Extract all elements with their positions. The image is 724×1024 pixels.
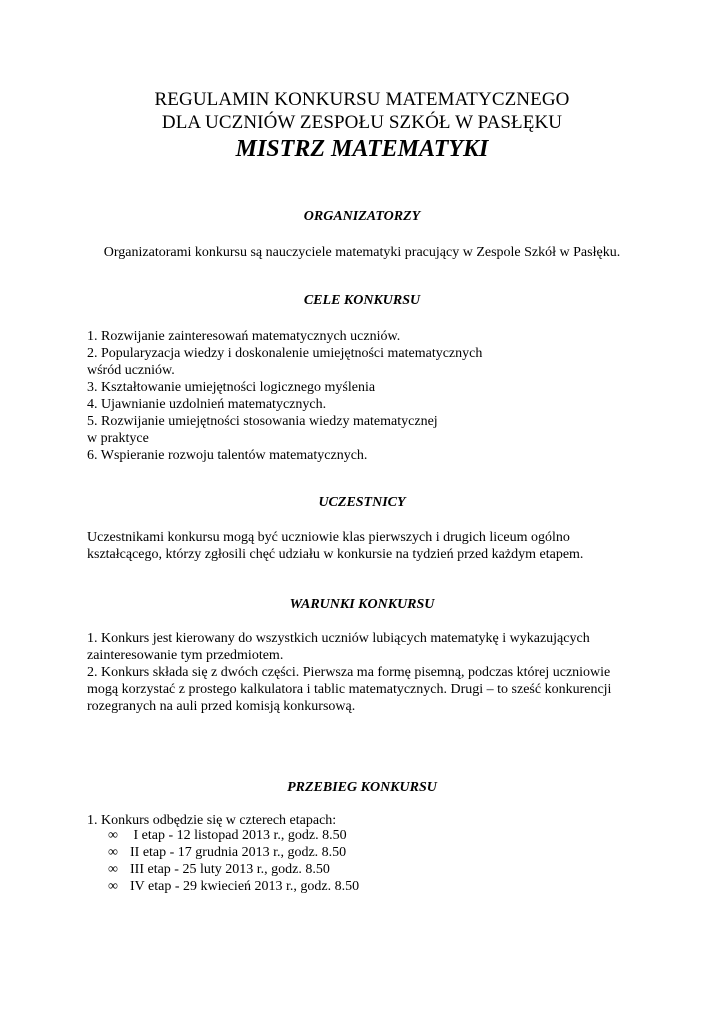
heading-uczestnicy: UCZESTNICY [318,495,406,510]
list-item [108,827,359,844]
title-block [0,88,724,164]
warunki-text [87,630,647,715]
warunki-line: 1. Konkurs jest kierowany do wszystkich uczniów lubiących matematykę i wykazujących [87,631,590,646]
infinity-bullet-icon: ∞ [108,862,118,877]
heading-organizatorzy: ORGANIZATORZY [303,209,421,224]
warunki-line: 2. Konkurs składa się z dwóch części. Pierwsza ma formę pisemną, podczas której uczniowie [87,665,611,680]
infinity-bullet-icon: ∞ [108,879,118,894]
list-item [108,861,359,878]
cele-line: 4. Ujawnianie uzdolnień matematycznych. [87,397,327,412]
cele-line: wśród uczniów. [87,363,175,378]
etap-text: I etap - 12 listopad 2013 r., godz. 8.50 [130,828,347,843]
etap-text: IV etap - 29 kwiecień 2013 r., godz. 8.50 [130,879,360,894]
list-item [108,878,359,895]
title-main: MISTRZ MATEMATYKI [235,136,489,162]
uczestnicy-line: kształcącego, którzy zgłosili chęć udziału w konkursie na tydzień przed każdym etapem. [87,547,584,562]
heading-przebieg: PRZEBIEG KONKURSU [287,780,437,795]
uczestnicy-line: Uczestnikami konkursu mogą być uczniowie klas pierwszych i drugich liceum ogólno [87,530,570,545]
cele-line: 6. Wspieranie rozwoju talentów matematycznych. [87,448,368,463]
uczestnicy-text [87,529,647,563]
warunki-line: mogą korzystać z prostego kalkulatora i tablic matematycznych. Drugi – to sześć konkurencji [87,682,612,697]
infinity-bullet-icon: ∞ [108,845,118,860]
title-line-1: REGULAMIN KONKURSU MATEMATYCZNEGO [154,89,570,110]
heading-cele: CELE KONKURSU [303,293,421,308]
cele-line: 3. Kształtowanie umiejętności logicznego myślenia [87,380,376,395]
cele-line: w praktyce [87,431,149,446]
cele-list [87,328,647,464]
cele-line: 2. Popularyzacja wiedzy i doskonalenie umiejętności matematycznych [87,346,483,361]
infinity-bullet-icon: ∞ [108,828,118,843]
etap-text: II etap - 17 grudnia 2013 r., godz. 8.50 [130,845,347,860]
etapy-list [108,827,359,895]
list-item [108,844,359,861]
warunki-line: zainteresowanie tym przedmiotem. [87,648,284,663]
warunki-line: rozegranych na auli przed komisją konkursową. [87,699,356,714]
title-line-2: DLA UCZNIÓW ZESPOŁU SZKÓŁ W PASŁĘKU [161,112,563,133]
cele-line: 1. Rozwijanie zainteresowań matematycznych uczniów. [87,329,401,344]
cele-line: 5. Rozwijanie umiejętności stosowania wiedzy matematycznej [87,414,438,429]
heading-warunki: WARUNKI KONKURSU [289,597,435,612]
etap-text: III etap - 25 luty 2013 r., godz. 8.50 [130,862,330,877]
przebieg-intro: 1. Konkurs odbędzie się w czterech etapach: [87,813,337,828]
organizatorzy-text: Organizatorami konkursu są nauczyciele matematyki pracujący w Zespole Szkół w Pasłęku. [103,245,621,260]
